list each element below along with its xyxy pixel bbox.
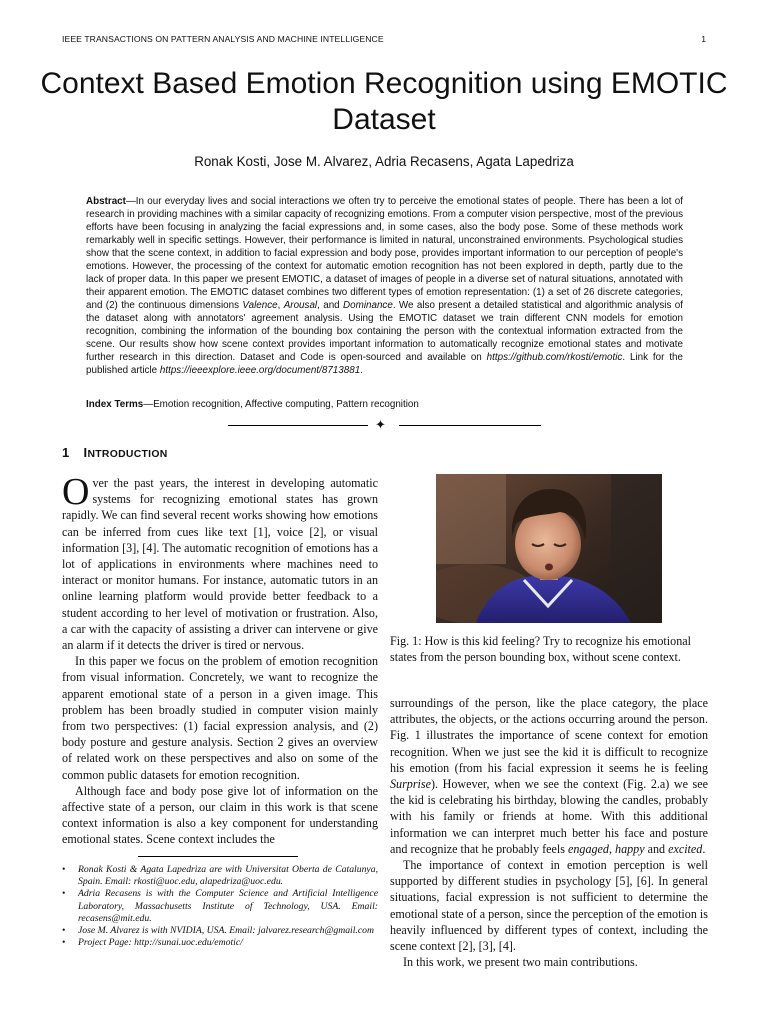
paragraph-text: ). However, when we see the context (Fig. 2.a) we see the kid is celebrating his birthday, blowing the candles, probably with his family or friends at home. With this additional information we can interpret much better his face and posture and recognize that he probably feels — [390, 777, 708, 856]
footnote-item: • Adria Recasens is with the Computer Science and Artificial Intelligence Laboratory, Massachusetts Institute of Technology, USA. Email: recasens@mit.edu. — [62, 888, 378, 925]
running-header: IEEE TRANSACTIONS ON PATTERN ANALYSIS AND MACHINE INTELLIGENCE — [62, 34, 384, 44]
paragraph-text: , — [608, 841, 616, 856]
author-list: Ronak Kosti, Jose M. Alvarez, Adria Recasens, Agata Lapedriza — [194, 154, 574, 169]
abstract-text: . — [360, 365, 363, 376]
right-column-text — [390, 695, 708, 970]
section-title-rest: NTRODUCTION — [87, 449, 168, 460]
section-number: 1 — [62, 445, 70, 460]
dimension-arousal: Arousal — [283, 300, 318, 311]
emotion-excited: excited — [668, 841, 703, 856]
emotion-surprise: Surprise — [390, 777, 431, 792]
section-title-initial: I — [83, 445, 88, 460]
paragraph-text: surroundings of the person, like the place category, the place attributes, the objects, or the actions occurring around the person. Fig. 1 illustrates the importance of scene context for emotion recognition. When we just see the kid it is difficult to recognize his emotion (from his facial expression it seems he is feeling — [390, 696, 708, 775]
section-heading — [62, 445, 168, 460]
abstract-sep: , — [277, 300, 284, 311]
abstract-text: . Link for the published article — [86, 352, 683, 376]
index-terms-text: —Emotion recognition, Affective computing, Pattern recognition — [143, 399, 419, 410]
drop-cap: O — [62, 471, 90, 513]
article-link[interactable]: https://ieeexplore.ieee.org/document/8713881 — [159, 365, 361, 376]
kid-photo-image — [436, 474, 662, 623]
footnote-item: • Jose M. Alvarez is with NVIDIA, USA. Email: jalvarez.research@gmail.com — [62, 925, 378, 937]
abstract-label: Abstract — [86, 196, 126, 207]
dimension-dominance: Dominance — [343, 300, 393, 311]
separator-diamond-icon: ✦ — [375, 417, 386, 432]
footnote-item: • Project Page: http://sunai.uoc.edu/emotic/ — [62, 937, 378, 949]
paragraph: Although face and body pose give lot of information on the affective state of a person, our claim in this work is that scene context information is also a key component for understanding emotional states. Scene context includes the — [62, 783, 378, 847]
abstract-text: . We also present a detailed statistical and algorithmic analysis of the dataset along with annotators' agreement analysis. Using the EMOTIC dataset we train different CNN models for emotion recognition, combining the information of the bounding box containing the person with the contextual information extracted from the scene. Our results show how scene context provides important information to automatically recognize emotional states and motivate further research in this direction. Dataset and Code is open-sourced and available on — [86, 300, 683, 363]
abstract — [86, 195, 683, 377]
footnote-rule — [138, 856, 298, 857]
emotion-happy: happy — [615, 841, 645, 856]
index-terms-label: Index Terms — [86, 399, 144, 410]
left-column-text — [62, 471, 378, 848]
footnote-item: • Ronak Kosti & Agata Lapedriza are with Universitat Oberta de Catalunya, Spain. Email: rkosti@uoc.edu, alapedriza@uoc.edu. — [62, 864, 378, 888]
paragraph: The importance of context in emotion perception is well supported by different studies in psychology [5], [6]. In general situations, facial expression is not sufficient to determine the emotional state of a person, since the perception of the emotion is heavily influenced by different types of context, including the scene context [2], [3], [4]. — [390, 858, 708, 954]
index-terms — [86, 398, 683, 411]
paragraph: In this paper we focus on the problem of emotion recognition from visual information. Concretely, we want to recognize the apparent emotional state of a person in a given image. This problem has been broadly studied in computer vision mainly from two perspectives: (1) facial expression analysis, and (2) body posture and gesture analysis. Section 2 gives an overview of related work on these perspectives and also on some of the common public datasets for emotion recognition. — [62, 654, 378, 782]
paragraph — [62, 471, 378, 653]
paragraph: In this work, we present two main contributions. — [403, 955, 638, 970]
page-number: 1 — [701, 34, 706, 44]
figure-kid-photo — [436, 474, 662, 623]
code-link[interactable]: https://github.com/rkosti/emotic — [486, 352, 623, 363]
paragraph — [390, 695, 708, 857]
footnotes — [62, 864, 378, 949]
abstract-text: —In our everyday lives and social interactions we often try to perceive the emotional states of people. There has been a lot of research in providing machines with a similar capacity of recognizing emotions. From a computer vision perspective, most of the previous efforts have been focusing in analyzing the facial expressions and, in some cases, also the body pose. Some of these methods work remarkably well in specific settings. However, their performance is limited in natural, unconstrained environments. Psychological studies show that the scene context, in addition to facial expression and body pose, provides important information to our perception of people's emotions. However, the processing of the context for automatic emotion recognition has not been explored in depth, partly due to the lack of proper data. In this paper we present EMOTIC, a dataset of images of people in a diverse set of natural situations, annotated with their apparent emotion. The EMOTIC dataset combines two different types of emotion representation: (1) a set of 26 discrete categories, and (2) the continuous dimensions — [86, 196, 683, 311]
separator-line-right — [399, 425, 541, 426]
separator-line-left — [228, 425, 368, 426]
abstract-sep: , and — [317, 300, 344, 311]
dimension-valence: Valence — [242, 300, 278, 311]
paragraph-text: and — [644, 841, 669, 856]
emotion-engaged: engaged — [567, 841, 609, 856]
paragraph-text: ver the past years, the interest in developing automatic systems for recognizing emotional states has grown rapidly. We can find several recent works showing how emotions can be inferred from cues like text [1], voice [2], or visual information [3], [4]. The automatic recognition of emotions has a lot of applications in environments where machines need to interact or monitor humans. For instance, automatic tutors in an online learning platform would provide better feedback to a student according to her level of motivation or frustration. Also, a car with the capacity of assisting a driver can intervene or give an alarm if it detects the driver is tired or nervous. — [62, 476, 378, 653]
paper-title: Context Based Emotion Recognition using EMOTIC Dataset — [40, 67, 728, 136]
figure-caption: Fig. 1: How is this kid feeling? Try to recognize his emotional states from the person bounding box, without scene context. — [390, 634, 691, 664]
paragraph-text: . — [702, 841, 706, 856]
